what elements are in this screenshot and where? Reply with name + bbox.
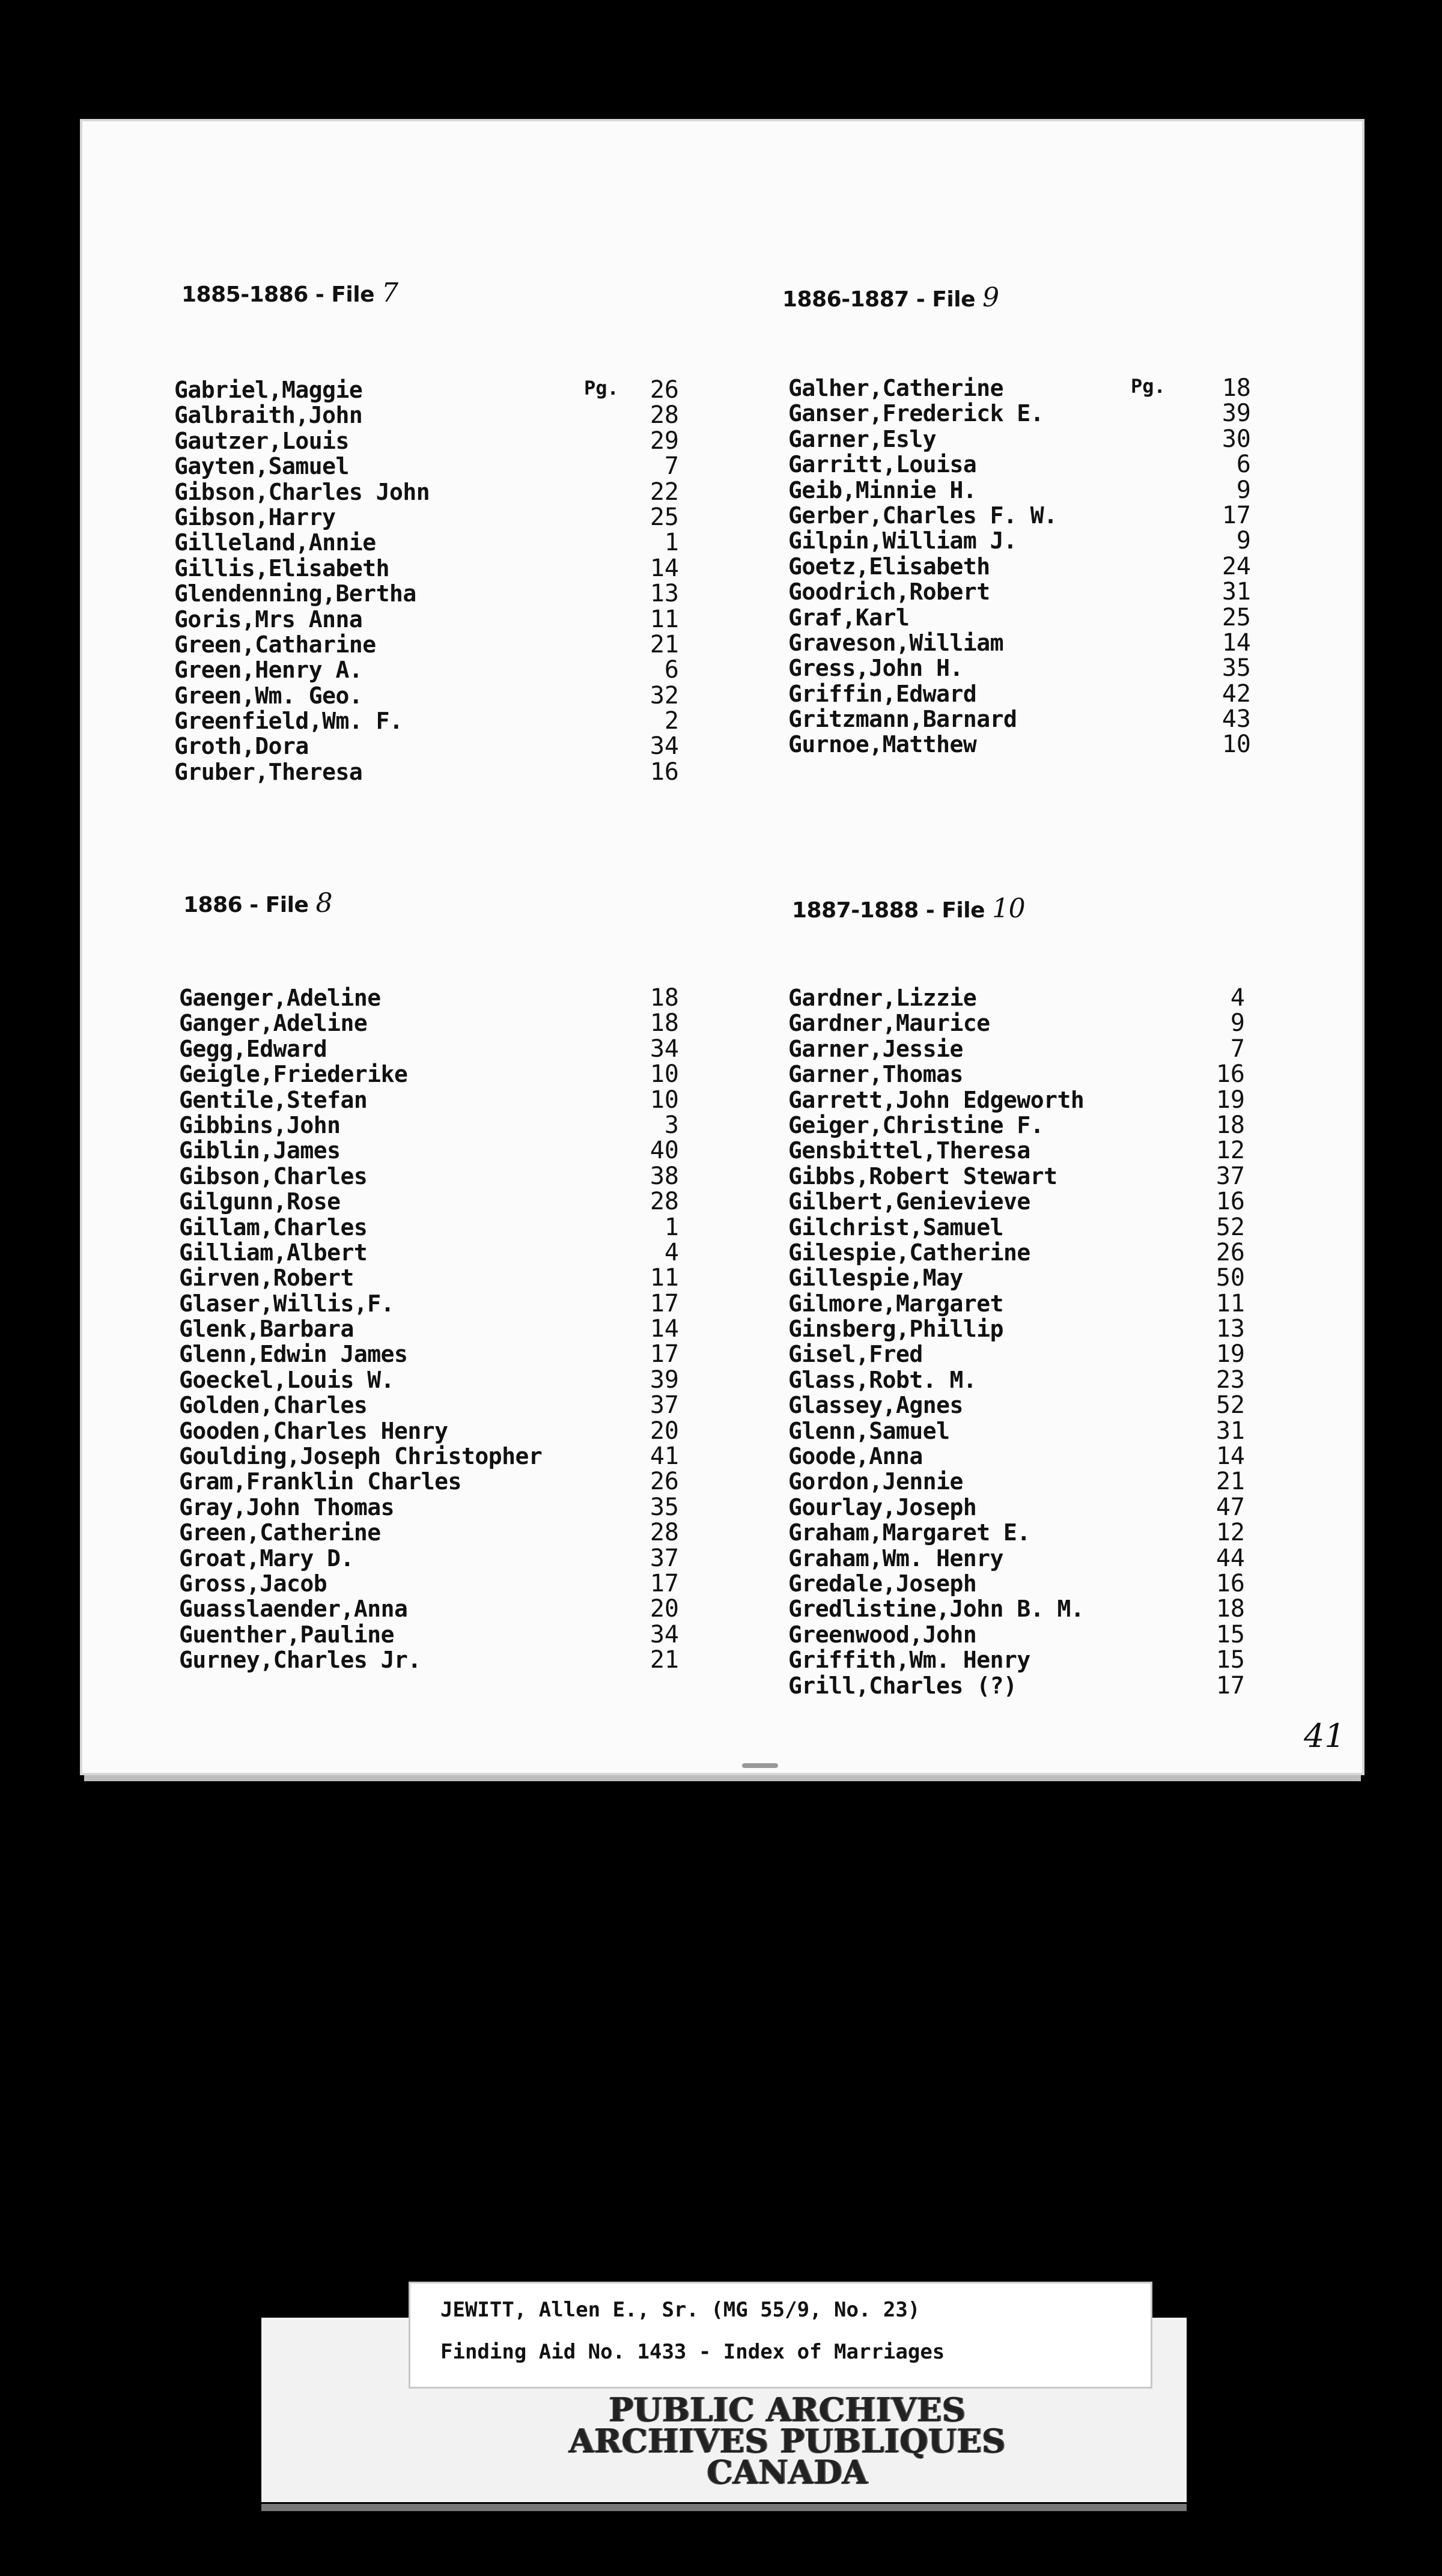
entry-name: Groat,Mary D. — [179, 1545, 354, 1572]
entry-name: Greenwood,John — [788, 1621, 977, 1648]
entry-name: Graham,Margaret E. — [788, 1519, 1030, 1546]
list-item — [788, 1673, 1245, 1698]
section-heading-1887-1888 — [792, 893, 1025, 924]
entry-name: Glenn,Samuel — [788, 1417, 950, 1444]
entry-name: Gibson,Charles — [179, 1162, 368, 1189]
list-item — [174, 683, 679, 708]
page-edge — [84, 1775, 1361, 1781]
list-item — [179, 1341, 679, 1367]
file-number: 9 — [982, 282, 999, 313]
entry-name: Gilpin,William J. — [788, 527, 1017, 554]
entry-name: Gilmore,Margaret — [788, 1290, 1004, 1317]
list-item — [179, 1367, 679, 1393]
heading-text: 1886 - File — [183, 893, 309, 917]
list-item — [788, 375, 1251, 401]
entry-name: Ganger,Adeline — [179, 1010, 368, 1037]
entry-page: 14 — [650, 1315, 679, 1343]
list-item — [174, 428, 679, 454]
entry-page: 26 — [650, 1468, 679, 1496]
entry-name: Gooden,Charles Henry — [179, 1417, 448, 1444]
entry-page: 10 — [650, 1060, 679, 1089]
list-item — [179, 1444, 679, 1469]
entry-name: Glassey,Agnes — [788, 1392, 963, 1419]
list-item — [179, 1036, 679, 1062]
entry-name: Gurney,Charles Jr. — [179, 1647, 421, 1674]
entry-name: Gilespie,Catherine — [788, 1239, 1030, 1266]
entry-name: Gillam,Charles — [179, 1214, 368, 1241]
entry-name: Gredlistine,John B. M. — [788, 1596, 1085, 1623]
entry-name: Goode,Anna — [788, 1443, 923, 1470]
list-item — [179, 1596, 679, 1621]
pg-label: Pg. — [584, 377, 619, 399]
entry-name: Gisel,Fred — [788, 1341, 923, 1368]
entry-name: Gilliam,Albert — [179, 1239, 368, 1266]
list-item — [788, 478, 1251, 503]
entry-page: 30 — [1221, 425, 1251, 453]
entry-name: Green,Catherine — [179, 1519, 381, 1546]
list-item — [179, 1215, 679, 1240]
entry-page: 13 — [1215, 1315, 1245, 1343]
list-item — [788, 1444, 1245, 1469]
entry-name: Gordon,Jennie — [788, 1468, 963, 1495]
entry-name: Glenn,Edwin James — [179, 1341, 408, 1368]
heading-text: 1887-1888 - File — [792, 898, 985, 923]
entry-page: 28 — [650, 401, 679, 430]
list-item — [788, 1164, 1245, 1189]
stamp-line-country: CANADA — [707, 2453, 868, 2491]
list-item — [179, 1520, 679, 1545]
list-item — [788, 985, 1245, 1010]
entry-page: 15 — [1215, 1646, 1245, 1674]
entry-page: 9 — [1236, 527, 1251, 555]
entry-name: Goodrich,Robert — [788, 579, 990, 606]
entry-page: 18 — [650, 1009, 679, 1037]
entry-page: 13 — [650, 580, 679, 608]
entry-name: Garner,Jessie — [788, 1035, 963, 1062]
list-item — [179, 1571, 679, 1596]
entry-list-1885-1886 — [174, 377, 679, 785]
entry-page: 17 — [650, 1340, 679, 1368]
entry-name: Guasslaender,Anna — [179, 1596, 408, 1623]
list-item — [788, 452, 1251, 477]
list-item — [788, 1341, 1245, 1367]
section-heading-1885-1886 — [181, 278, 398, 308]
entry-name: Griffin,Edward — [788, 680, 977, 707]
entry-name: Gram,Franklin Charles — [179, 1468, 461, 1495]
entry-page: 16 — [650, 758, 679, 786]
entry-page: 9 — [1230, 1009, 1245, 1037]
list-item — [788, 528, 1251, 553]
stamp-line-fr: ARCHIVES PUBLIQUES — [568, 2422, 1006, 2460]
list-item — [179, 1469, 679, 1494]
entry-name: Grill,Charles (?) — [788, 1672, 1017, 1699]
list-item — [179, 1240, 679, 1265]
entry-name: Garner,Esly — [788, 425, 937, 452]
entry-name: Gautzer,Louis — [174, 427, 349, 454]
entry-name: Green,Wm. Geo. — [174, 682, 363, 709]
entry-page: 20 — [650, 1595, 679, 1623]
entry-page: 28 — [650, 1188, 679, 1216]
entry-name: Gurnoe,Matthew — [788, 731, 977, 758]
entry-name: Ginsberg,Phillip — [788, 1316, 1004, 1343]
entry-page: 2 — [664, 707, 679, 735]
entry-page: 12 — [1215, 1137, 1245, 1165]
entry-name: Galher,Catherine — [788, 375, 1004, 401]
entry-name: Gegg,Edward — [179, 1035, 327, 1062]
list-item — [179, 1138, 679, 1163]
list-item — [788, 1647, 1245, 1672]
entry-page: 16 — [1215, 1569, 1245, 1597]
entry-name: Gayten,Samuel — [174, 453, 349, 480]
entry-name: Green,Henry A. — [174, 657, 363, 684]
list-item — [179, 1087, 679, 1113]
entry-page: 24 — [1221, 552, 1251, 580]
entry-page: 12 — [1215, 1519, 1245, 1547]
list-item — [788, 732, 1251, 757]
entry-name: Gilchrist,Samuel — [788, 1214, 1004, 1241]
entry-name: Goulding,Joseph Christopher — [179, 1443, 543, 1470]
entry-page: 18 — [650, 984, 679, 1012]
list-item — [179, 1546, 679, 1571]
list-item — [788, 1316, 1245, 1341]
entry-name: Gibbs,Robert Stewart — [788, 1162, 1057, 1189]
list-item — [174, 581, 679, 606]
list-item — [788, 1062, 1245, 1087]
entry-name: Glendenning,Bertha — [174, 580, 416, 607]
list-item — [788, 1571, 1245, 1596]
list-item — [788, 1596, 1245, 1621]
list-item — [788, 1367, 1245, 1393]
entry-page: 35 — [650, 1493, 679, 1521]
list-item — [788, 1291, 1245, 1316]
label-line-finding-aid: Finding Aid No. 1433 - Index of Marriages — [440, 2340, 945, 2364]
entry-page: 29 — [650, 427, 679, 455]
list-item — [788, 579, 1251, 604]
entry-name: Gress,John H. — [788, 655, 963, 682]
list-item — [788, 1138, 1245, 1163]
entry-name: Giblin,James — [179, 1137, 341, 1164]
page-mark — [742, 1763, 778, 1768]
entry-name: Groth,Dora — [174, 733, 309, 760]
entry-page: 14 — [1215, 1442, 1245, 1471]
entry-name: Glenk,Barbara — [179, 1316, 354, 1343]
list-item — [788, 1418, 1245, 1444]
list-item — [174, 734, 679, 759]
entry-page: 41 — [650, 1442, 679, 1471]
entry-name: Griffith,Wm. Henry — [788, 1647, 1030, 1674]
entry-page: 26 — [1215, 1238, 1245, 1266]
entry-page: 50 — [1215, 1264, 1245, 1292]
entry-page: 37 — [650, 1391, 679, 1420]
entry-page: 7 — [664, 452, 679, 481]
entry-page: 42 — [1221, 679, 1251, 708]
entry-page: 4 — [1230, 984, 1245, 1012]
entry-name: Glass,Robt. M. — [788, 1366, 977, 1393]
list-item — [788, 427, 1251, 452]
list-item — [174, 377, 679, 402]
list-item — [788, 1010, 1245, 1036]
entry-page: 10 — [650, 1086, 679, 1114]
entry-page: 21 — [650, 1646, 679, 1674]
entry-page: 28 — [650, 1519, 679, 1547]
list-item — [179, 1495, 679, 1520]
entry-name: Goeckel,Louis W. — [179, 1366, 395, 1393]
entry-page: 21 — [1215, 1468, 1245, 1496]
list-item — [179, 1164, 679, 1189]
list-item — [788, 605, 1251, 630]
list-item — [179, 1113, 679, 1138]
entry-name: Gross,Jacob — [179, 1570, 327, 1597]
entry-name: Gray,John Thomas — [179, 1493, 395, 1520]
list-item — [174, 530, 679, 555]
entry-page: 1 — [664, 1213, 679, 1241]
list-item — [788, 1469, 1245, 1494]
footer-strip — [261, 2504, 1187, 2511]
heading-text: 1886-1887 - File — [782, 287, 976, 312]
archives-stamp — [541, 2390, 1033, 2491]
list-item — [174, 556, 679, 581]
list-item — [179, 1393, 679, 1418]
list-item — [788, 1087, 1245, 1113]
entry-page: 18 — [1221, 374, 1251, 402]
list-item — [788, 1189, 1245, 1214]
entry-name: Gredale,Joseph — [788, 1570, 977, 1597]
list-item — [788, 1546, 1245, 1571]
entry-page: 35 — [1221, 654, 1251, 682]
list-item — [788, 554, 1251, 579]
entry-name: Greenfield,Wm. F. — [174, 708, 403, 735]
entry-page: 14 — [1221, 628, 1251, 657]
entry-name: Garritt,Louisa — [788, 451, 977, 478]
list-item — [788, 1265, 1245, 1290]
list-item — [179, 1189, 679, 1214]
entry-page: 37 — [650, 1544, 679, 1572]
entry-name: Golden,Charles — [179, 1392, 368, 1419]
entry-name: Gilleland,Annie — [174, 529, 376, 556]
list-item — [174, 708, 679, 734]
entry-name: Garner,Thomas — [788, 1061, 963, 1088]
entry-page: 6 — [664, 656, 679, 684]
pg-label: Pg. — [1131, 375, 1166, 398]
entry-name: Gerber,Charles F. W. — [788, 502, 1057, 529]
list-item — [788, 1495, 1245, 1520]
entry-page: 10 — [1221, 731, 1251, 759]
list-item — [788, 706, 1251, 732]
entry-page: 19 — [1215, 1086, 1245, 1114]
entry-name: Garrett,John Edgeworth — [788, 1086, 1085, 1113]
entry-name: Gilbert,Genievieve — [788, 1188, 1030, 1215]
entry-page: 44 — [1215, 1544, 1245, 1572]
entry-name: Gabriel,Maggie — [174, 377, 363, 403]
entry-page: 9 — [1236, 476, 1251, 504]
entry-list-1886 — [179, 985, 679, 1673]
entry-page: 37 — [1215, 1162, 1245, 1190]
entry-page: 21 — [650, 630, 679, 658]
entry-name: Gibson,Harry — [174, 503, 336, 530]
entry-name: Gardner,Lizzie — [788, 985, 977, 1011]
file-number: 10 — [992, 893, 1026, 924]
entry-page: 40 — [650, 1137, 679, 1165]
list-item — [788, 1036, 1245, 1062]
entry-name: Geib,Minnie H. — [788, 476, 977, 503]
entry-page: 38 — [650, 1162, 679, 1190]
entry-name: Geiger,Christine F. — [788, 1111, 1044, 1138]
list-item — [788, 1393, 1245, 1418]
entry-page: 34 — [650, 732, 679, 761]
entry-page: 43 — [1221, 705, 1251, 734]
entry-page: 4 — [664, 1238, 679, 1266]
entry-name: Gardner,Maurice — [788, 1010, 990, 1037]
entry-page: 15 — [1215, 1620, 1245, 1648]
entry-name: Gaenger,Adeline — [179, 985, 381, 1011]
entry-page: 18 — [1215, 1111, 1245, 1139]
entry-name: Gibson,Charles John — [174, 478, 430, 505]
entry-page: 52 — [1215, 1213, 1245, 1241]
entry-page: 17 — [1215, 1671, 1245, 1700]
entry-page: 19 — [1215, 1340, 1245, 1368]
list-item — [179, 1291, 679, 1316]
entry-name: Gillis,Elisabeth — [174, 554, 390, 582]
list-item — [179, 1316, 679, 1341]
entry-page: 31 — [1215, 1417, 1245, 1445]
entry-page: 11 — [650, 605, 679, 633]
entry-page: 16 — [1215, 1060, 1245, 1089]
entry-name: Graveson,William — [788, 629, 1004, 656]
heading-text: 1885-1886 - File — [181, 282, 375, 307]
list-item — [788, 1622, 1245, 1647]
list-item — [174, 657, 679, 682]
entry-page: 32 — [650, 681, 679, 709]
list-item — [788, 655, 1251, 681]
entry-name: Galbraith,John — [174, 402, 363, 429]
label-line-collection: JEWITT, Allen E., Sr. (MG 55/9, No. 23) — [440, 2298, 920, 2322]
list-item — [174, 632, 679, 657]
entry-list-1887-1888 — [788, 985, 1245, 1698]
entry-page: 14 — [650, 554, 679, 582]
list-item — [174, 759, 679, 785]
entry-name: Gentile,Stefan — [179, 1086, 368, 1113]
entry-page: 31 — [1221, 578, 1251, 606]
entry-page: 17 — [650, 1289, 679, 1317]
entry-name: Green,Catharine — [174, 631, 376, 658]
entry-name: Gensbittel,Theresa — [788, 1137, 1030, 1164]
list-item — [788, 1113, 1245, 1138]
entry-name: Girven,Robert — [179, 1265, 354, 1292]
stamp-line-en: PUBLIC ARCHIVES — [609, 2390, 966, 2429]
entry-name: Gourlay,Joseph — [788, 1493, 977, 1520]
entry-list-1886-1887 — [788, 375, 1251, 758]
entry-page: 23 — [1215, 1365, 1245, 1394]
section-heading-1886 — [183, 888, 332, 919]
list-item — [179, 1647, 679, 1672]
entry-name: Ganser,Frederick E. — [788, 400, 1044, 427]
entry-name: Geigle,Friederike — [179, 1061, 408, 1088]
list-item — [179, 1622, 679, 1647]
list-item — [788, 503, 1251, 528]
list-item — [788, 681, 1251, 706]
entry-name: Gibbins,John — [179, 1111, 341, 1138]
entry-page: 39 — [1221, 399, 1251, 428]
list-item — [174, 505, 679, 530]
entry-page: 7 — [1230, 1034, 1245, 1063]
list-item — [788, 1215, 1245, 1240]
finding-aid-label — [409, 2282, 1152, 2389]
entry-page: 22 — [650, 478, 679, 506]
entry-page: 16 — [1215, 1188, 1245, 1216]
entry-page: 3 — [664, 1111, 679, 1139]
list-item — [788, 630, 1251, 655]
entry-name: Goris,Mrs Anna — [174, 606, 363, 633]
entry-page: 18 — [1215, 1595, 1245, 1623]
entry-name: Glaser,Willis,F. — [179, 1290, 395, 1317]
list-item — [174, 454, 679, 479]
entry-page: 11 — [650, 1264, 679, 1292]
entry-page: 20 — [650, 1417, 679, 1445]
list-item — [174, 607, 679, 632]
entry-page: 47 — [1215, 1493, 1245, 1521]
list-item — [179, 1418, 679, 1444]
entry-page: 1 — [664, 529, 679, 557]
entry-name: Gritzmann,Barnard — [788, 706, 1017, 733]
entry-page: 34 — [650, 1034, 679, 1063]
entry-page: 34 — [650, 1620, 679, 1648]
entry-page: 17 — [650, 1569, 679, 1597]
entry-name: Goetz,Elisabeth — [788, 553, 990, 580]
list-item — [174, 479, 679, 505]
entry-page: 52 — [1215, 1391, 1245, 1420]
list-item — [179, 1265, 679, 1290]
file-number: 7 — [382, 278, 398, 308]
file-number: 8 — [315, 888, 332, 919]
entry-page: 25 — [1221, 603, 1251, 631]
handwritten-page-number: 41 — [1304, 1717, 1345, 1755]
section-heading-1886-1887 — [782, 282, 999, 313]
entry-page: 6 — [1236, 451, 1251, 479]
entry-page: 39 — [650, 1365, 679, 1394]
list-item — [788, 1520, 1245, 1545]
list-item — [179, 1010, 679, 1036]
list-item — [179, 985, 679, 1010]
entry-name: Gruber,Theresa — [174, 758, 363, 785]
entry-name: Graf,Karl — [788, 604, 910, 631]
entry-name: Guenther,Pauline — [179, 1621, 395, 1648]
list-item — [788, 1240, 1245, 1265]
entry-name: Gilgunn,Rose — [179, 1188, 341, 1215]
entry-page: 25 — [650, 503, 679, 531]
entry-name: Gillespie,May — [788, 1265, 963, 1292]
entry-page: 26 — [650, 376, 679, 404]
list-item — [174, 402, 679, 428]
entry-page: 17 — [1221, 501, 1251, 529]
list-item — [788, 401, 1251, 426]
list-item — [179, 1062, 679, 1087]
entry-name: Graham,Wm. Henry — [788, 1545, 1004, 1572]
entry-page: 11 — [1215, 1289, 1245, 1317]
